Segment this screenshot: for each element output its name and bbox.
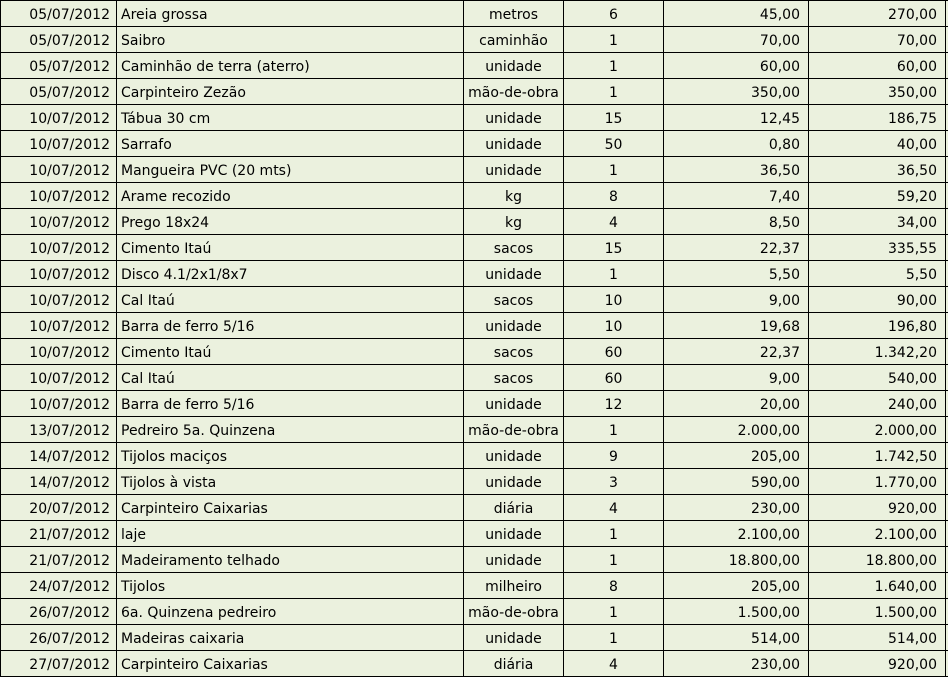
description-cell[interactable]: Prego 18x24 (117, 209, 464, 234)
date-cell[interactable]: 10/07/2012 (0, 157, 117, 182)
total-cell[interactable]: 1.742,50 (809, 443, 946, 468)
description-cell[interactable]: Cimento Itaú (117, 339, 464, 364)
table-row (0, 209, 948, 235)
unit-cell[interactable]: sacos (464, 287, 564, 312)
unit-cell[interactable]: unidade (464, 443, 564, 468)
date-cell[interactable]: 10/07/2012 (0, 313, 117, 338)
unit-cell[interactable]: unidade (464, 105, 564, 130)
quantity-cell[interactable]: 6 (564, 1, 664, 26)
table-row (0, 495, 948, 521)
quantity-cell[interactable]: 60 (564, 365, 664, 390)
date-cell[interactable]: 05/07/2012 (0, 79, 117, 104)
unit-price-cell[interactable]: 19,68 (664, 313, 809, 338)
description-cell[interactable]: Madeiramento telhado (117, 547, 464, 572)
date-cell[interactable]: 10/07/2012 (0, 391, 117, 416)
unit-price-cell[interactable]: 9,00 (664, 287, 809, 312)
description-cell[interactable]: 6a. Quinzena pedreiro (117, 599, 464, 624)
description-cell[interactable]: Tijolos (117, 573, 464, 598)
unit-price-cell[interactable]: 7,40 (664, 183, 809, 208)
unit-cell[interactable]: unidade (464, 469, 564, 494)
description-cell[interactable]: Pedreiro 5a. Quinzena (117, 417, 464, 442)
date-cell[interactable]: 20/07/2012 (0, 495, 117, 520)
unit-cell[interactable]: mão-de-obra (464, 599, 564, 624)
date-cell[interactable]: 10/07/2012 (0, 339, 117, 364)
unit-cell[interactable]: unidade (464, 261, 564, 286)
total-cell[interactable]: 40,00 (809, 131, 946, 156)
unit-price-cell[interactable]: 1.500,00 (664, 599, 809, 624)
total-cell[interactable]: 186,75 (809, 105, 946, 130)
table-row (0, 27, 948, 53)
description-cell[interactable]: Mangueira PVC (20 mts) (117, 157, 464, 182)
description-cell[interactable]: Madeiras caixaria (117, 625, 464, 650)
total-cell[interactable]: 335,55 (809, 235, 946, 260)
unit-cell[interactable]: unidade (464, 547, 564, 572)
table-row (0, 547, 948, 573)
unit-cell[interactable]: unidade (464, 521, 564, 546)
unit-price-cell[interactable]: 5,50 (664, 261, 809, 286)
description-cell[interactable]: Barra de ferro 5/16 (117, 313, 464, 338)
unit-price-cell[interactable]: 205,00 (664, 443, 809, 468)
unit-cell[interactable]: unidade (464, 313, 564, 338)
date-cell[interactable]: 13/07/2012 (0, 417, 117, 442)
table-row (0, 261, 948, 287)
quantity-cell[interactable]: 1 (564, 27, 664, 52)
table-row (0, 391, 948, 417)
quantity-cell[interactable]: 1 (564, 53, 664, 78)
unit-cell[interactable]: kg (464, 209, 564, 234)
quantity-cell[interactable]: 8 (564, 573, 664, 598)
unit-price-cell[interactable]: 8,50 (664, 209, 809, 234)
table-row (0, 0, 948, 27)
table-row (0, 157, 948, 183)
quantity-cell[interactable]: 1 (564, 625, 664, 650)
quantity-cell[interactable]: 1 (564, 521, 664, 546)
total-cell[interactable]: 920,00 (809, 495, 946, 520)
quantity-cell[interactable]: 1 (564, 417, 664, 442)
quantity-cell[interactable]: 1 (564, 157, 664, 182)
description-cell[interactable]: Tijolos maciços (117, 443, 464, 468)
unit-price-cell[interactable]: 45,00 (664, 1, 809, 26)
date-cell[interactable]: 14/07/2012 (0, 469, 117, 494)
date-cell[interactable]: 10/07/2012 (0, 209, 117, 234)
quantity-cell[interactable]: 9 (564, 443, 664, 468)
table-row (0, 339, 948, 365)
date-cell[interactable]: 05/07/2012 (0, 27, 117, 52)
total-cell[interactable]: 60,00 (809, 53, 946, 78)
quantity-cell[interactable]: 1 (564, 261, 664, 286)
table-row (0, 417, 948, 443)
total-cell[interactable]: 5,50 (809, 261, 946, 286)
total-cell[interactable]: 2.100,00 (809, 521, 946, 546)
date-cell[interactable]: 10/07/2012 (0, 183, 117, 208)
unit-cell[interactable]: diária (464, 651, 564, 676)
total-cell[interactable]: 34,00 (809, 209, 946, 234)
table-row (0, 625, 948, 651)
table-row (0, 131, 948, 157)
description-cell[interactable]: Areia grossa (117, 1, 464, 26)
date-cell[interactable]: 24/07/2012 (0, 573, 117, 598)
date-cell[interactable]: 10/07/2012 (0, 287, 117, 312)
unit-price-cell[interactable]: 22,37 (664, 339, 809, 364)
description-cell[interactable]: Arame recozido (117, 183, 464, 208)
unit-price-cell[interactable]: 0,80 (664, 131, 809, 156)
unit-cell[interactable]: sacos (464, 365, 564, 390)
quantity-cell[interactable]: 15 (564, 235, 664, 260)
unit-cell[interactable]: kg (464, 183, 564, 208)
unit-cell[interactable]: milheiro (464, 573, 564, 598)
unit-price-cell[interactable]: 590,00 (664, 469, 809, 494)
description-cell[interactable]: Cal Itaú (117, 365, 464, 390)
description-cell[interactable]: Carpinteiro Zezão (117, 79, 464, 104)
date-cell[interactable]: 10/07/2012 (0, 365, 117, 390)
total-cell[interactable]: 1.640,00 (809, 573, 946, 598)
description-cell[interactable]: Caminhão de terra (aterro) (117, 53, 464, 78)
date-cell[interactable]: 21/07/2012 (0, 521, 117, 546)
quantity-cell[interactable]: 12 (564, 391, 664, 416)
total-cell[interactable]: 18.800,00 (809, 547, 946, 572)
unit-price-cell[interactable]: 514,00 (664, 625, 809, 650)
total-cell[interactable]: 1.342,20 (809, 339, 946, 364)
unit-cell[interactable]: unidade (464, 131, 564, 156)
unit-price-cell[interactable]: 20,00 (664, 391, 809, 416)
quantity-cell[interactable]: 8 (564, 183, 664, 208)
unit-price-cell[interactable]: 36,50 (664, 157, 809, 182)
unit-cell[interactable]: mão-de-obra (464, 79, 564, 104)
description-cell[interactable]: Saibro (117, 27, 464, 52)
date-cell[interactable]: 05/07/2012 (0, 53, 117, 78)
date-cell[interactable]: 10/07/2012 (0, 131, 117, 156)
unit-cell[interactable]: diária (464, 495, 564, 520)
table-row (0, 365, 948, 391)
total-cell[interactable]: 350,00 (809, 79, 946, 104)
unit-cell[interactable]: unidade (464, 53, 564, 78)
table-row (0, 443, 948, 469)
unit-price-cell[interactable]: 230,00 (664, 651, 809, 676)
unit-cell[interactable]: caminhão (464, 27, 564, 52)
total-cell[interactable]: 36,50 (809, 157, 946, 182)
total-cell[interactable]: 920,00 (809, 651, 946, 676)
total-cell[interactable]: 1.770,00 (809, 469, 946, 494)
unit-price-cell[interactable]: 12,45 (664, 105, 809, 130)
unit-cell[interactable]: unidade (464, 391, 564, 416)
quantity-cell[interactable]: 10 (564, 287, 664, 312)
description-cell[interactable]: Disco 4.1/2x1/8x7 (117, 261, 464, 286)
total-cell[interactable]: 2.000,00 (809, 417, 946, 442)
unit-cell[interactable]: unidade (464, 625, 564, 650)
unit-price-cell[interactable]: 230,00 (664, 495, 809, 520)
date-cell[interactable]: 10/07/2012 (0, 235, 117, 260)
description-cell[interactable]: Barra de ferro 5/16 (117, 391, 464, 416)
total-cell[interactable]: 59,20 (809, 183, 946, 208)
description-cell[interactable]: Cal Itaú (117, 287, 464, 312)
date-cell[interactable]: 27/07/2012 (0, 651, 117, 676)
total-cell[interactable]: 70,00 (809, 27, 946, 52)
total-cell[interactable]: 270,00 (809, 1, 946, 26)
date-cell[interactable]: 14/07/2012 (0, 443, 117, 468)
unit-cell[interactable]: unidade (464, 157, 564, 182)
date-cell[interactable]: 21/07/2012 (0, 547, 117, 572)
quantity-cell[interactable]: 1 (564, 599, 664, 624)
table-row (0, 183, 948, 209)
date-cell[interactable]: 26/07/2012 (0, 625, 117, 650)
unit-cell[interactable]: metros (464, 1, 564, 26)
date-cell[interactable]: 26/07/2012 (0, 599, 117, 624)
quantity-cell[interactable]: 10 (564, 313, 664, 338)
unit-price-cell[interactable]: 18.800,00 (664, 547, 809, 572)
description-cell[interactable]: Sarrafo (117, 131, 464, 156)
table-row (0, 573, 948, 599)
unit-price-cell[interactable]: 2.100,00 (664, 521, 809, 546)
unit-cell[interactable]: sacos (464, 339, 564, 364)
table-row (0, 521, 948, 547)
table-row (0, 79, 948, 105)
total-cell[interactable]: 514,00 (809, 625, 946, 650)
description-cell[interactable]: Carpinteiro Caixarias (117, 651, 464, 676)
unit-price-cell[interactable]: 9,00 (664, 365, 809, 390)
total-cell[interactable]: 90,00 (809, 287, 946, 312)
table-row (0, 313, 948, 339)
table-row (0, 53, 948, 79)
date-cell[interactable]: 10/07/2012 (0, 261, 117, 286)
total-cell[interactable]: 196,80 (809, 313, 946, 338)
table-row (0, 235, 948, 261)
total-cell[interactable]: 240,00 (809, 391, 946, 416)
quantity-cell[interactable]: 4 (564, 651, 664, 676)
quantity-cell[interactable]: 1 (564, 547, 664, 572)
unit-price-cell[interactable]: 350,00 (664, 79, 809, 104)
unit-price-cell[interactable]: 70,00 (664, 27, 809, 52)
quantity-cell[interactable]: 60 (564, 339, 664, 364)
unit-price-cell[interactable]: 205,00 (664, 573, 809, 598)
unit-cell[interactable]: sacos (464, 235, 564, 260)
total-cell[interactable]: 1.500,00 (809, 599, 946, 624)
unit-price-cell[interactable]: 2.000,00 (664, 417, 809, 442)
description-cell[interactable]: Tábua 30 cm (117, 105, 464, 130)
table-row (0, 599, 948, 625)
unit-cell[interactable]: mão-de-obra (464, 417, 564, 442)
unit-price-cell[interactable]: 22,37 (664, 235, 809, 260)
description-cell[interactable]: laje (117, 521, 464, 546)
description-cell[interactable]: Carpinteiro Caixarias (117, 495, 464, 520)
table-row (0, 287, 948, 313)
quantity-cell[interactable]: 4 (564, 209, 664, 234)
description-cell[interactable]: Tijolos à vista (117, 469, 464, 494)
quantity-cell[interactable]: 15 (564, 105, 664, 130)
quantity-cell[interactable]: 50 (564, 131, 664, 156)
table-row (0, 469, 948, 495)
unit-price-cell[interactable]: 60,00 (664, 53, 809, 78)
table-row (0, 651, 948, 677)
date-cell[interactable]: 10/07/2012 (0, 105, 117, 130)
quantity-cell[interactable]: 1 (564, 79, 664, 104)
table-row (0, 105, 948, 131)
date-cell[interactable]: 05/07/2012 (0, 1, 117, 26)
quantity-cell[interactable]: 3 (564, 469, 664, 494)
description-cell[interactable]: Cimento Itaú (117, 235, 464, 260)
total-cell[interactable]: 540,00 (809, 365, 946, 390)
quantity-cell[interactable]: 4 (564, 495, 664, 520)
